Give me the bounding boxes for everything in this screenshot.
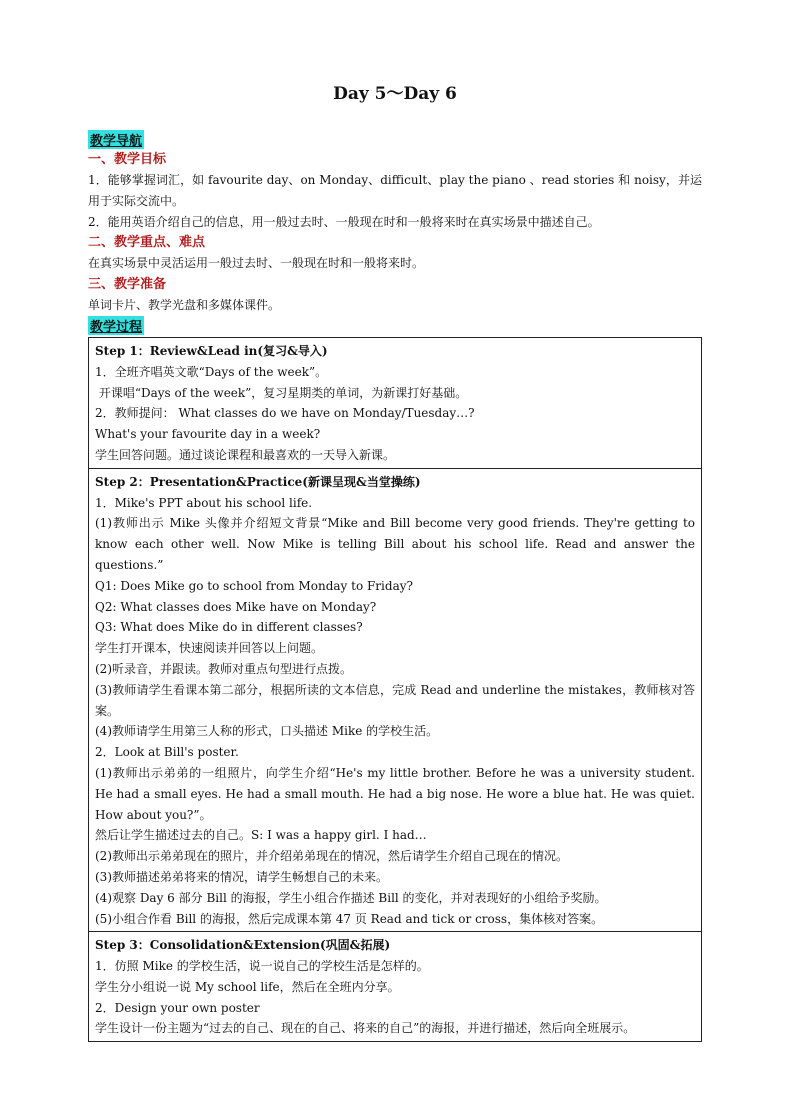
step-line: 然后让学生描述过去的自己。S: I was a happy girl. I had…: [95, 828, 427, 843]
key-points-text: 在真实场景中灵活运用一般过去时、一般现在时和一般将来时。: [88, 256, 425, 271]
process-label: 教学过程: [88, 316, 144, 335]
step-line: (4)教师请学生用第三人称的形式，口头描述 Mike 的学校生活。: [95, 724, 439, 739]
step-line: 1．全班齐唱英文歌“Days of the week”。: [95, 364, 328, 379]
step-title: Step 3：Consolidation&Extension(巩固&拓展): [95, 938, 391, 953]
step-line: What's your favourite day in a week?: [95, 427, 321, 442]
step-line: 1．Mike's PPT about his school life.: [95, 495, 313, 510]
step-title: Step 1：Review&Lead in(复习&导入): [95, 343, 328, 358]
step-line: (1)教师出示 Mike 头像并介绍短文背景“Mike and Bill become very good friends. They're getting to know each other well. Now Mike is telling Bill about his school life. Read and answer the questions.”: [95, 516, 695, 572]
step-line: (3)教师请学生看课本第二部分，根据所读的文本信息，完成 Read and underline the mistakes，教师核对答案。: [95, 682, 695, 718]
step-row: [89, 932, 702, 1042]
key-points-heading: 二、教学重点、难点: [88, 235, 206, 251]
objective-item: 1．能够掌握词汇，如 favourite day、on Monday、difficult、play the piano 、read stories 和 noisy，并运用于实际交流中。: [88, 173, 702, 208]
page-title: Day 5～Day 6: [333, 84, 457, 104]
step-line: (2)教师出示弟弟现在的照片，并介绍弟弟现在的情况，然后请学生介绍自己现在的情况。: [95, 849, 569, 864]
document-page: [88, 82, 702, 1042]
step-title: Step 2：Presentation&Practice(新课呈现&当堂操练): [95, 474, 421, 489]
step-line: (1)教师出示弟弟的一组照片，向学生介绍“He's my little brother. Before he was a university student. He had a small eyes. He had a small mouth. He had a big nose. He wore a blue hat. He was quiet. How about you?”。: [95, 765, 695, 822]
step-line: 学生打开课本，快速阅读并回答以上问题。: [95, 641, 324, 656]
step-line: (4)观察 Day 6 部分 Bill 的海报，学生小组合作描述 Bill 的变化，并对表现好的小组给予奖励。: [95, 890, 607, 905]
step-line: 2．Design your own poster: [95, 1000, 260, 1015]
step-line: 1．仿照 Mike 的学校生活，说一说自己的学校生活是怎样的。: [95, 959, 429, 974]
step-line: 学生设计一份主题为“过去的自己、现在的自己、将来的自己”的海报，并进行描述，然后向全班展示。: [95, 1021, 636, 1036]
step-cell: [89, 468, 702, 932]
nav-label: 教学导航: [88, 130, 144, 149]
step-line: 开课唱“Days of the week”，复习星期类的单词，为新课打好基础。: [95, 385, 468, 400]
objectives-heading: 一、教学目标: [88, 152, 167, 167]
preparation-heading: 三、教学准备: [88, 277, 167, 293]
step-row: [89, 468, 702, 932]
step-cell: [89, 337, 702, 468]
step-line: Q2: What classes does Mike have on Monday?: [95, 599, 377, 614]
step-cell: [89, 932, 702, 1042]
step-line: 学生回答问题。通过谈论课程和最喜欢的一天导入新课。: [95, 447, 396, 462]
preparation-text: 单词卡片、教学光盘和多媒体课件。: [88, 298, 281, 313]
objective-item: 2．能用英语介绍自己的信息，用一般过去时、一般现在时和一般将来时在真实场景中描述自己。: [88, 214, 600, 229]
step-line: (5)小组合作看 Bill 的海报，然后完成课本第 47 页 Read and tick or cross，集体核对答案。: [95, 911, 604, 926]
step-line: 学生分小组说一说 My school life，然后在全班内分享。: [95, 979, 400, 994]
section-teaching-nav: [88, 130, 702, 149]
process-table: [88, 337, 702, 1042]
step-line: (2)听录音，并跟读。教师对重点句型进行点拨。: [95, 661, 352, 676]
step-line: Q3: What does Mike do in different classes?: [95, 620, 363, 635]
step-line: (3)教师描述弟弟将来的情况，请学生畅想自己的未来。: [95, 869, 389, 884]
step-line: 2．教师提问： What classes do we have on Monday/Tuesday…?: [95, 406, 475, 421]
step-row: [89, 337, 702, 468]
section-process: [88, 316, 702, 335]
step-line: 2．Look at Bill's poster.: [95, 745, 239, 760]
step-line: Q1: Does Mike go to school from Monday to Friday?: [95, 578, 413, 593]
